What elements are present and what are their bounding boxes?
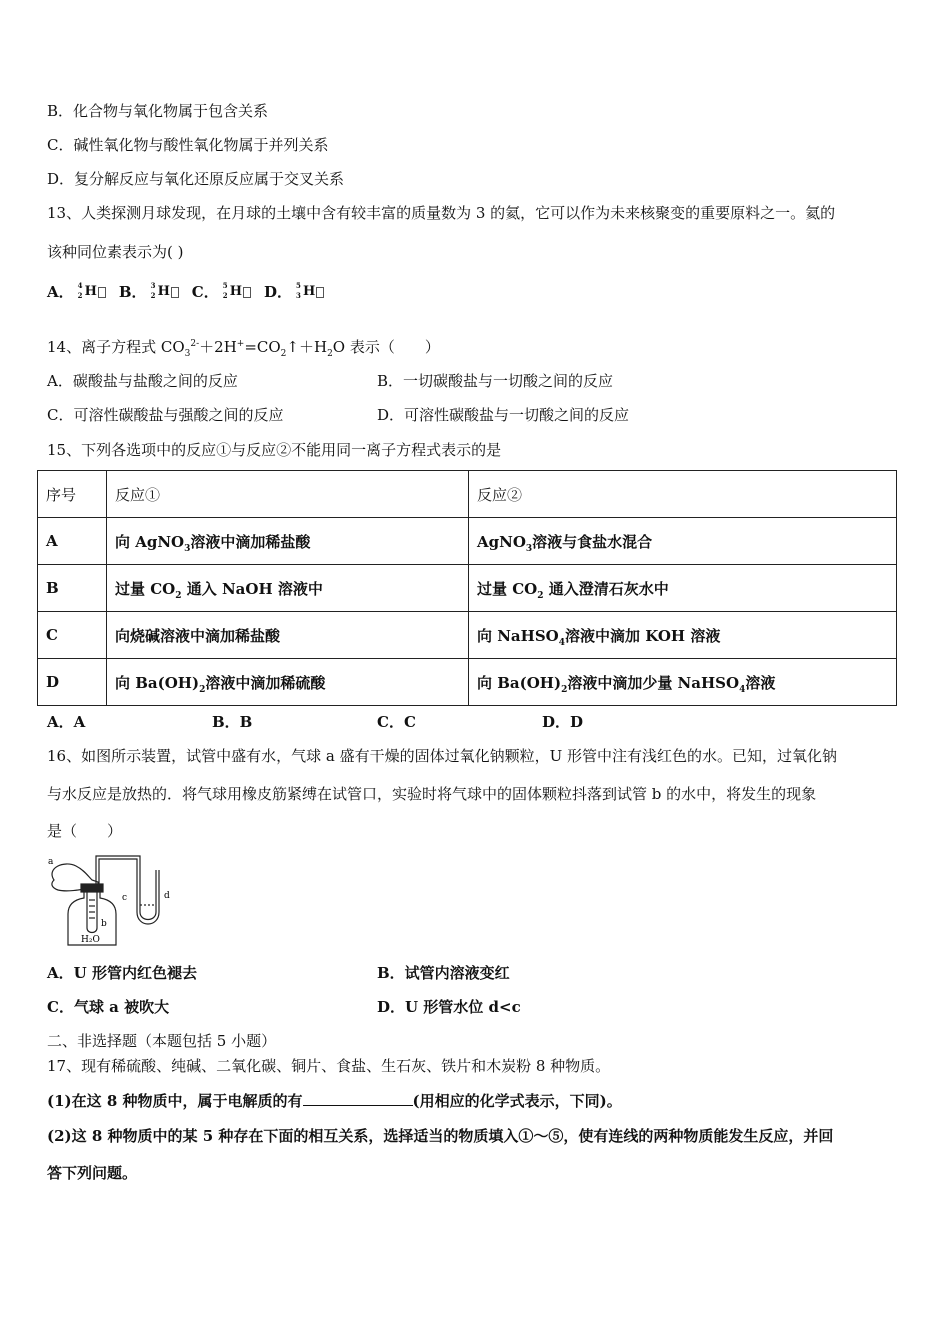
table-row [38, 659, 897, 706]
q12-option-b: B．化合物与氧化物属于包含关系 [47, 102, 269, 120]
reaction2-cell: 过量 $CO_2$ 通入澄清石灰水中 [469, 565, 897, 612]
q13-option-a-label: A． [47, 283, 74, 301]
q12-option-d: D．复分解反应与氧化还原反应属于交叉关系 [47, 170, 345, 188]
figure-label-b: b [101, 919, 107, 929]
reaction1-cell: 向 AgNO$_3$溶液中滴加稀盐酸 [107, 518, 469, 565]
q16-option-b: B．试管内溶液变红 [377, 964, 510, 982]
reaction2-cell: 向 NaHSO$_4$溶液中滴加 KOH 溶液 [469, 612, 897, 659]
reaction1-cell: 过量 $CO_2$ 通入 NaOH 溶液中 [107, 565, 469, 612]
q17-stem: 17、现有稀硫酸、纯碱、二氧化碳、铜片、食盐、生石灰、铁片和木炭粉 8 种物质。 [47, 1057, 611, 1075]
figure-label-a: a [48, 857, 54, 867]
q17-part2-line1: (2)这 8 种物质中的某 5 种存在下面的相互关系，选择适当的物质填入①～⑤，使有连线的两种物质能发生反应，并回 [47, 1127, 834, 1145]
q16-apparatus-figure [44, 850, 184, 950]
q16-stem-line3: 是（ ） [47, 822, 123, 840]
header-cell-reaction2: 反应② [469, 471, 897, 518]
q16-option-a: A．U 形管内红色褪去 [47, 964, 197, 982]
q13-options [47, 282, 332, 303]
q17-part2-line2: 答下列问题。 [47, 1164, 138, 1182]
q13-stem-line1: 13、人类探测月球发现，在月球的土壤中含有较丰富的质量数为 3 的氦，它可以作为未来核聚变的重要原料之一。氦的 [47, 204, 836, 222]
q13-option-d-isotope: 5 3 H [296, 283, 328, 303]
reaction1-cell: 向 $Ba(OH)_2$溶液中滴加稀硫酸 [107, 659, 469, 706]
reaction2-cell: AgNO$_3$溶液与食盐水混合 [469, 518, 897, 565]
q14-option-a: A．碳酸盐与盐酸之间的反应 [47, 372, 238, 390]
q15-option-a: A．A [47, 713, 86, 731]
q13-stem-line2: 该种同位素表示为( ) [47, 243, 184, 261]
q14-option-c: C．可溶性碳酸盐与强酸之间的反应 [47, 406, 284, 424]
row-id: D [38, 659, 107, 706]
row-id: C [38, 612, 107, 659]
q15-stem: 15、下列各选项中的反应①与反应②不能用同一离子方程式表示的是 [47, 441, 502, 459]
q13-option-b-isotope: 3 2 H [151, 283, 183, 303]
q15-reaction-table [37, 470, 897, 706]
table-row [38, 518, 897, 565]
q14-stem: 14、离子方程式 $CO_3^{2-}+2H^+=CO_2↑+H_2O$ 表示（ ） [47, 338, 440, 359]
q15-option-d: D．D [542, 713, 584, 731]
q12-option-c: C．碱性氧化物与酸性氧化物属于并列关系 [47, 136, 329, 154]
row-id: A [38, 518, 107, 565]
q13-option-c-isotope: 5 2 H [223, 283, 255, 303]
figure-label-c: c [122, 893, 128, 903]
q15-option-c: C．C [377, 713, 416, 731]
reaction1-cell: 向烧碱溶液中滴加稀盐酸 [107, 612, 469, 659]
q16-option-c: C．气球 a 被吹大 [47, 998, 170, 1016]
reaction2-cell: 向 $Ba(OH)_2$溶液中滴加少量 NaHSO$_4$溶液 [469, 659, 897, 706]
answer-blank[interactable] [303, 1091, 413, 1106]
row-id: B [38, 565, 107, 612]
q16-stem-line1: 16、如图所示装置，试管中盛有水，气球 a 盛有干燥的固体过氧化钠颗粒，U 形管中注有浅红色的水。已知，过氧化钠 [47, 747, 837, 765]
q14-option-d: D．可溶性碳酸盐与一切酸之间的反应 [377, 406, 630, 424]
table-row [38, 612, 897, 659]
header-cell-index: 序号 [38, 471, 107, 518]
q17-part1: (1)在这 8 种物质中，属于电解质的有 (用相应的化学式表示，下同)。 [47, 1092, 622, 1110]
q15-option-b: B．B [212, 713, 253, 731]
q16-stem-line2: 与水反应是放热的．将气球用橡皮筋紧缚在试管口，实验时将气球中的固体颗粒抖落到试管 b 的水中，将发生的现象 [47, 785, 817, 803]
header-cell-reaction1: 反应① [107, 471, 469, 518]
q14-option-b: B．一切碳酸盐与一切酸之间的反应 [377, 372, 614, 390]
q13-option-a-isotope: 4 2 H [78, 283, 110, 303]
section-title: 二、非选择题（本题包括 5 小题） [47, 1032, 277, 1050]
q13-option-b-label: B． [118, 283, 147, 301]
figure-label-water: H₂O [81, 935, 100, 945]
table-row [38, 565, 897, 612]
q13-option-c-label: C． [191, 283, 219, 301]
q13-option-d-label: D． [263, 283, 292, 301]
figure-label-d: d [164, 891, 170, 901]
q16-option-d: D．U 形管水位 d<c [377, 998, 521, 1016]
table-header-row [38, 471, 897, 518]
